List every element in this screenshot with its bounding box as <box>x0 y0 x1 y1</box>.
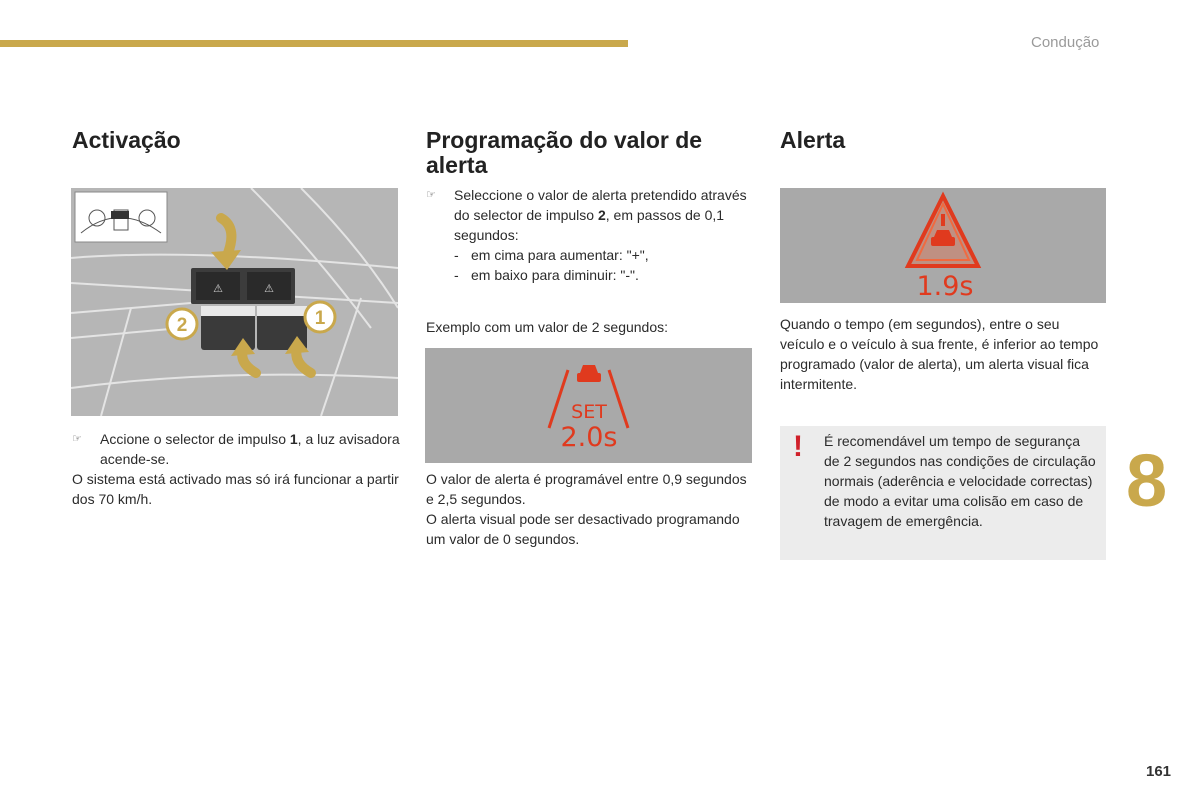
activation-step <box>72 429 400 469</box>
display-set-value: 2.0s <box>560 422 618 453</box>
sub-item-text: em cima para aumentar: "+", <box>471 247 649 263</box>
sub-item-increase: - em cima para aumentar: "+", <box>454 247 649 263</box>
disable-text: O alerta visual pode ser desactivado programando um valor de 0 segundos. <box>426 511 740 547</box>
programming-step-text-end: , em passos de 0,1 segundos: <box>454 207 725 243</box>
warning-text: É recomendável um tempo de segurança de 2 segundos nas condições de circulação normais (aderência e velocidade correctas) de modo a evitar uma colisão em caso de travagem de emergência. <box>824 433 1096 529</box>
range-text: O valor de alerta é programável entre 0,9 segundos e 2,5 segundos. <box>426 471 747 507</box>
sub-item-text: em baixo para diminuir: "-". <box>471 267 639 283</box>
alert-display-illustration <box>780 188 1106 303</box>
activation-note: O sistema está activado mas só irá funcionar a partir dos 70 km/h. <box>72 471 399 507</box>
programming-heading: Programação do valor de alerta <box>426 127 703 178</box>
svg-text:⚠: ⚠ <box>264 282 274 295</box>
activation-step-bold: 1 <box>289 431 298 447</box>
programming-step-text: Seleccione o valor de alerta pretendido através do selector de impulso <box>454 187 747 223</box>
alert-display-drawing <box>780 188 1106 303</box>
bullet-hand-icon: ☞ <box>426 189 436 201</box>
alert-column <box>780 128 1100 153</box>
set-display-drawing <box>425 348 752 463</box>
activation-heading: Activação <box>72 127 181 153</box>
display-set-label: SET <box>571 401 607 423</box>
alert-description: Quando o tempo (em segundos), entre o seu veículo e o veículo à sua frente, é inferior ao tempo programado (valor de alerta), um alerta visual fica intermitente. <box>780 316 1099 392</box>
svg-text:⚠: ⚠ <box>213 282 223 295</box>
activation-illustration <box>71 188 398 416</box>
section-title: Condução <box>1031 34 1100 51</box>
sub-item-decrease: - em baixo para diminuir: "-". <box>454 267 639 283</box>
programming-column <box>426 128 746 178</box>
dashboard-selector-drawing <box>71 188 398 416</box>
programming-notes <box>426 469 750 549</box>
set-display-illustration <box>425 348 752 463</box>
programming-steps <box>426 185 750 285</box>
programming-step <box>426 185 750 245</box>
bullet-hand-icon: ☞ <box>72 433 82 445</box>
activation-column <box>72 128 400 153</box>
activation-step-text: Accione o selector de impulso <box>100 431 290 447</box>
chapter-number: 8 <box>1126 439 1168 522</box>
exclamation-icon: ! <box>793 430 803 463</box>
example-caption: Exemplo com um valor de 2 segundos: <box>426 319 669 335</box>
activation-step-text-end: , a luz avisadora acende-se. <box>100 431 400 467</box>
alert-heading: Alerta <box>780 127 846 153</box>
callout-2-label: 2 <box>176 315 188 336</box>
page-number: 161 <box>1146 763 1172 780</box>
header-accent-bar <box>0 40 628 47</box>
callout-1-label: 1 <box>314 308 326 329</box>
activation-text <box>72 429 400 509</box>
programming-step-bold: 2 <box>597 207 606 223</box>
display-alert-value: 1.9s <box>916 271 974 302</box>
warning-note-box <box>780 426 1106 560</box>
